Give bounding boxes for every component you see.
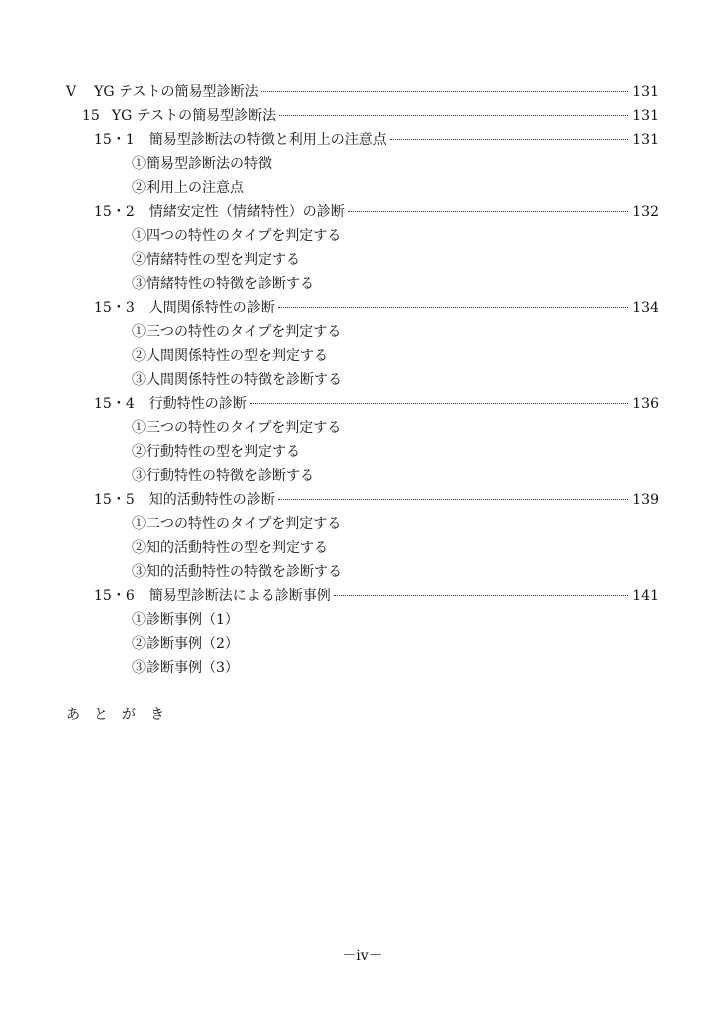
subsection-item: ①三つの特性のタイプを判定する bbox=[132, 420, 342, 436]
section-entry bbox=[94, 200, 659, 224]
chapter-entry-page: 131 bbox=[632, 108, 659, 124]
chapter-entry-number: 15 bbox=[82, 108, 100, 124]
section-entry-number: 15・6 bbox=[94, 588, 135, 604]
chapter-entry bbox=[82, 104, 659, 128]
subsection-item: ①三つの特性のタイプを判定する bbox=[132, 324, 342, 340]
page-number: －iv－ bbox=[342, 948, 383, 964]
section-entry-title: 簡易型診断法による診断事例 bbox=[148, 588, 331, 604]
afterword-heading: あとがき bbox=[66, 707, 178, 723]
subsection-item: ①四つの特性のタイプを判定する bbox=[132, 228, 342, 244]
subsection-item: ①診断事例（1） bbox=[132, 612, 239, 628]
section-entry-page: 141 bbox=[632, 588, 659, 604]
section-entry bbox=[94, 296, 659, 320]
dot-leader bbox=[334, 595, 629, 596]
section-entry-page: 134 bbox=[632, 300, 659, 316]
part-entry-page: 131 bbox=[632, 84, 659, 100]
dot-leader bbox=[390, 139, 629, 140]
section-entry-label bbox=[94, 488, 275, 512]
subsection-item: ②診断事例（2） bbox=[132, 636, 239, 652]
part-entry-label bbox=[66, 80, 258, 104]
section-entry-number: 15・4 bbox=[94, 396, 135, 412]
section-entry-number: 15・5 bbox=[94, 492, 135, 508]
dot-leader bbox=[250, 403, 629, 404]
section-entry bbox=[94, 392, 659, 416]
subsection-item: ②情緒特性の型を判定する bbox=[132, 252, 300, 268]
subsection-item: ①二つの特性のタイプを判定する bbox=[132, 516, 342, 532]
section-entry-label bbox=[94, 584, 331, 608]
dot-leader bbox=[348, 211, 629, 212]
section-entry-page: 139 bbox=[632, 492, 659, 508]
dot-leader bbox=[278, 307, 629, 308]
subsection-item: ②行動特性の型を判定する bbox=[132, 444, 300, 460]
section-entry bbox=[94, 584, 659, 608]
dot-leader bbox=[261, 91, 628, 92]
part-entry-title: YG テストの簡易型診断法 bbox=[94, 84, 259, 100]
section-entry-label bbox=[94, 392, 247, 416]
chapter-entry-label bbox=[82, 104, 276, 128]
section-entry-label bbox=[94, 296, 275, 320]
section-entry-number: 15・1 bbox=[94, 132, 135, 148]
subsection-item: ③行動特性の特徴を診断する bbox=[132, 468, 314, 484]
section-entry-title: 情緒安定性（情緒特性）の診断 bbox=[148, 204, 345, 220]
subsection-item: ③人間関係特性の特徴を診断する bbox=[132, 372, 342, 388]
section-entry-label bbox=[94, 128, 387, 152]
subsection-item: ③情緒特性の特徴を診断する bbox=[132, 276, 314, 292]
section-entry-title: 簡易型診断法の特徴と利用上の注意点 bbox=[148, 132, 387, 148]
section-entry-title: 人間関係特性の診断 bbox=[148, 300, 275, 316]
subsection-item: ②知的活動特性の型を判定する bbox=[132, 540, 328, 556]
section-entry-title: 行動特性の診断 bbox=[148, 396, 247, 412]
subsection-item: ③知的活動特性の特徴を診断する bbox=[132, 564, 342, 580]
subsection-item: ①簡易型診断法の特徴 bbox=[132, 156, 272, 172]
part-entry-number: Ⅴ bbox=[66, 84, 77, 100]
section-entry-page: 132 bbox=[632, 204, 659, 220]
section-entry-number: 15・2 bbox=[94, 204, 135, 220]
section-entry bbox=[94, 488, 659, 512]
section-entry-page: 136 bbox=[632, 396, 659, 412]
chapter-entry-title: YG テストの簡易型診断法 bbox=[111, 108, 277, 124]
section-entry bbox=[94, 128, 659, 152]
part-entry bbox=[66, 80, 659, 104]
subsection-item: ②人間関係特性の型を判定する bbox=[132, 348, 328, 364]
section-entry-label bbox=[94, 200, 345, 224]
section-entry-number: 15・3 bbox=[94, 300, 135, 316]
dot-leader bbox=[278, 499, 629, 500]
section-entry-title: 知的活動特性の診断 bbox=[148, 492, 275, 508]
subsection-item: ③診断事例（3） bbox=[132, 660, 239, 676]
subsection-item: ②利用上の注意点 bbox=[132, 180, 244, 196]
dot-leader bbox=[279, 115, 628, 116]
section-entry-page: 131 bbox=[632, 132, 659, 148]
